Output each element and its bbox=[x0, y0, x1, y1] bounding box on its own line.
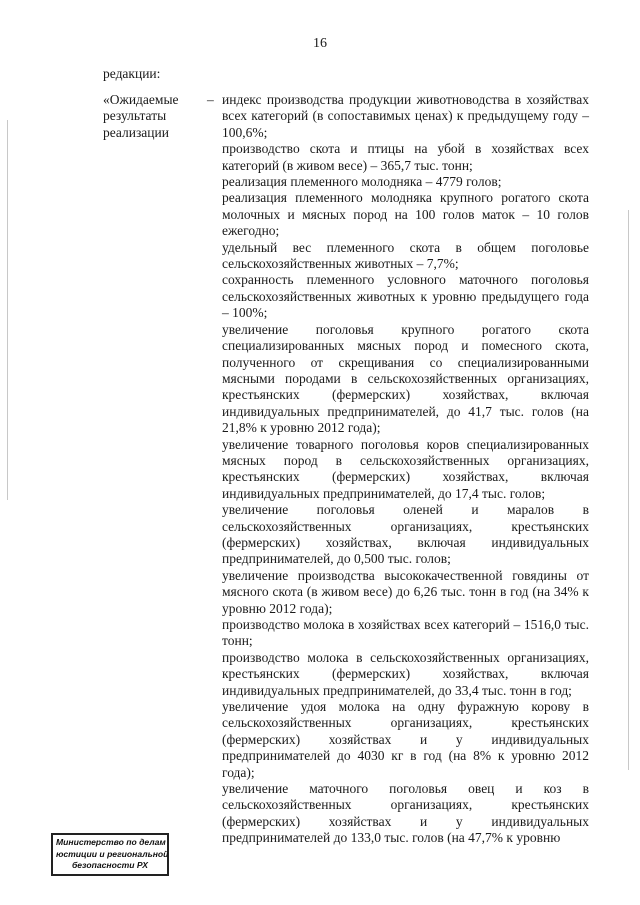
result-item: реализация племенного молодняка – 4779 голов; bbox=[222, 174, 502, 190]
row-label-line: результаты bbox=[103, 108, 167, 124]
row-dash: – bbox=[207, 92, 214, 107]
result-item: увеличение поголовья оленей и маралов в сельскохозяйственных организациях, крестьянских (фермерских) хозяйствах, включая индивидуальных предпринимателей, до 0,500 тыс. голов; bbox=[222, 502, 589, 567]
result-item: производство скота и птицы на убой в хозяйствах всех категорий (в живом весе) – 365,7 тыс. тонн; bbox=[222, 141, 589, 173]
row-label-line: реализации bbox=[103, 124, 169, 140]
result-item: увеличение товарного поголовья коров специализированных мясных пород в сельскохозяйственных организациях, крестьянских (фермерских) хозяйствах, включая индивидуальных предпринимателей, до 17,4 тыс. голов; bbox=[222, 436, 589, 501]
section-heading: редакции: bbox=[103, 66, 161, 81]
result-item: удельный вес племенного скота в общем поголовье сельскохозяйственных животных – 7,7%; bbox=[222, 239, 589, 272]
result-item: увеличение удоя молока на одну фуражную корову в сельскохозяйственных организациях, крестьянских (фермерских) хозяйствах и у индивидуальных предпринимателей до 4030 кг в год (на 8% к уровню 2012 года); bbox=[222, 699, 589, 780]
left-edge-mark bbox=[7, 120, 8, 500]
result-item: реализация племенного молодняка крупного рогатого скота молочных и мясных пород на 100 голов маток – 10 голов ежегодно; bbox=[222, 190, 589, 239]
stamp-line: Министерство по делам bbox=[56, 837, 166, 847]
result-item: увеличение маточного поголовья овец и коз в сельскохозяйственных организациях, крестьянских (фермерских) хозяйствах и у индивидуальных предпринимателей до 133,0 тыс. голов (на 47,7% к уровню bbox=[222, 781, 589, 846]
right-edge-mark bbox=[628, 210, 629, 770]
result-item: производство молока в хозяйствах всех категорий – 1516,0 тыс. тонн; bbox=[222, 617, 589, 649]
stamp-line: безопасности РХ bbox=[71, 860, 149, 870]
page-number: 16 bbox=[313, 36, 327, 51]
result-item: увеличение производства высококачественной говядины от мясного скота (в живом весе) до 6,26 тыс. тонн в год (на 34% к уровню 2012 года); bbox=[222, 567, 589, 616]
row-label bbox=[103, 92, 203, 141]
result-item: увеличение поголовья крупного рогатого скота специализированных мясных пород и помесного скота, полученного от скрещивания со специализированными мясными породами в сельскохозяйственных организациях, крестьянских (фермерских) хозяйствах, включая индивидуальных предпринимателей, до 41,7 тыс. голов (на 21,8% к уровню 2012 года); bbox=[222, 321, 589, 436]
result-item: сохранность племенного условного маточного поголовья сельскохозяйственных животных к уровню предыдущего года – 100%; bbox=[222, 272, 589, 321]
result-item: индекс производства продукции животноводства в хозяйствах всех категорий (в сопоставимых ценах) к предыдущему году – 100,6%; bbox=[222, 92, 589, 140]
result-item: производство молока в сельскохозяйственных организациях, крестьянских (фермерских) хозяйствах, включая индивидуальных предпринимателей, до 33,4 тыс. тонн в год; bbox=[222, 649, 589, 698]
stamp-line: юстиции и региональной bbox=[56, 848, 169, 859]
results-list bbox=[222, 92, 589, 847]
row-label-line: «Ожидаемые bbox=[103, 92, 179, 107]
ministry-stamp bbox=[51, 833, 169, 876]
